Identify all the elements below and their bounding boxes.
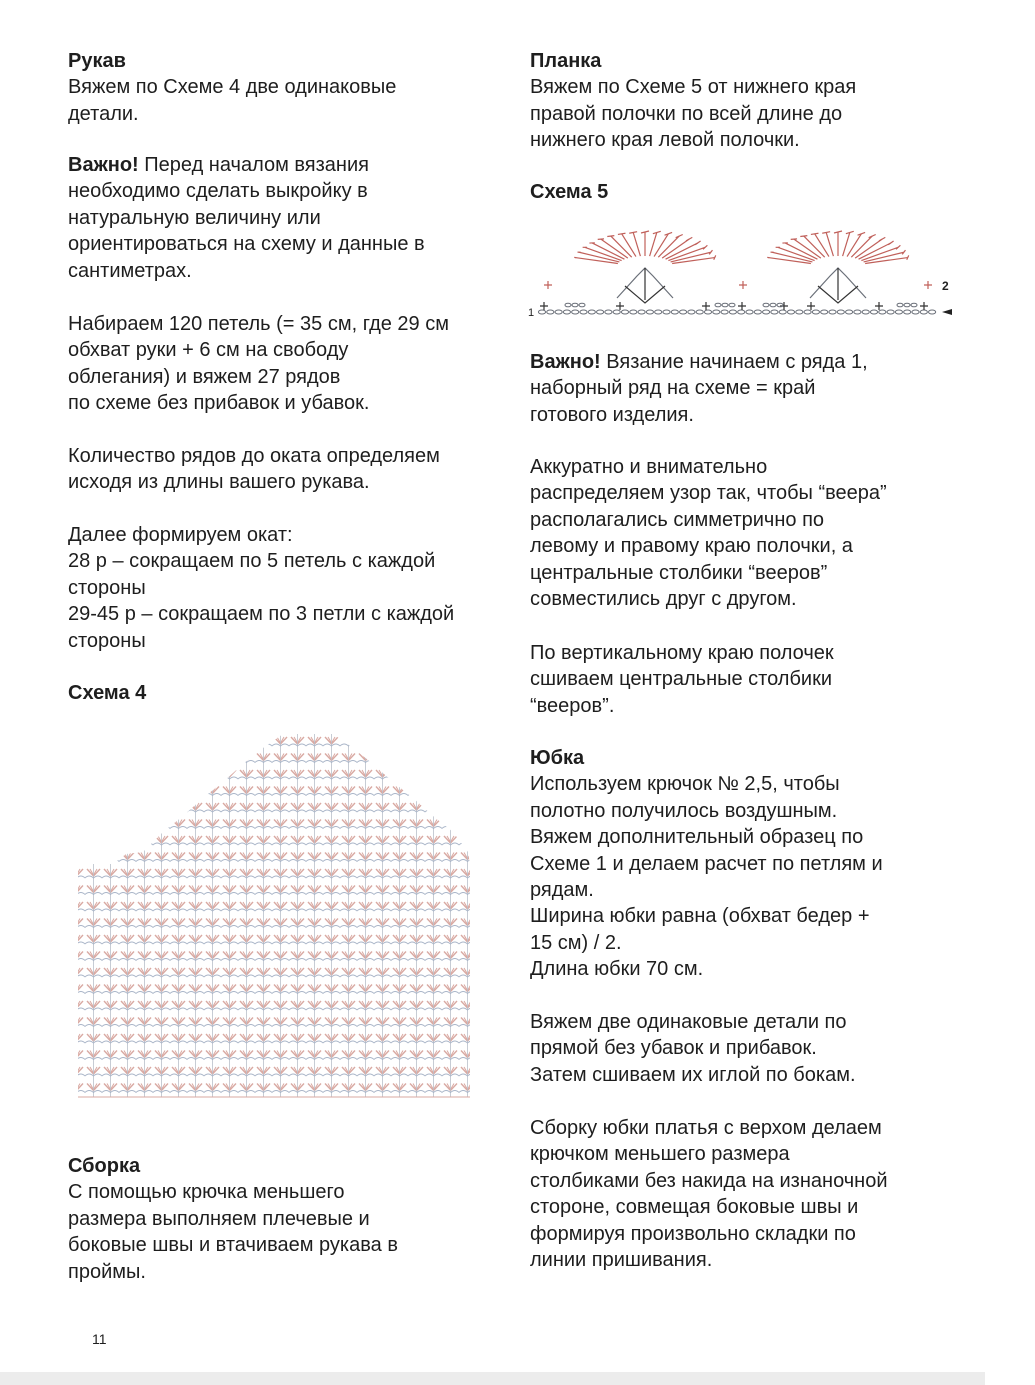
chain-stitch xyxy=(588,310,595,314)
chain-stitch xyxy=(763,310,770,314)
bold-text: Важно! xyxy=(68,154,139,176)
chain-stitch xyxy=(904,303,910,307)
section-heading xyxy=(530,179,608,205)
text-line: линии пришивания. xyxy=(530,1249,713,1272)
fan-stitch-top xyxy=(888,241,893,245)
chain-stitch xyxy=(613,310,620,314)
text-line: совместились друг с другом. xyxy=(530,588,797,611)
chain-stitch xyxy=(911,303,917,307)
text-line: детали. xyxy=(68,102,139,125)
single-crochet xyxy=(807,302,815,310)
chain-stitch xyxy=(704,310,711,314)
chain-stitch xyxy=(754,310,761,314)
text-line: ориентироваться на схему и данные в xyxy=(68,233,425,256)
fan-stitch-top xyxy=(686,237,692,240)
row-label: 1 xyxy=(528,307,535,319)
text-line: столбиками без накида на изнаночной xyxy=(530,1169,888,1192)
chain-stitch xyxy=(870,310,877,314)
text-line: полотно получилось воздушным. xyxy=(530,799,838,822)
chain-stitch xyxy=(563,310,570,314)
single-crochet xyxy=(540,302,548,310)
bold-text: Схема 5 xyxy=(530,181,609,203)
chain-stitch xyxy=(779,310,786,314)
chain-stitch xyxy=(895,310,902,314)
text-block-scheme-5-title xyxy=(530,179,608,205)
single-crochet xyxy=(702,302,710,310)
text-line: готового изделия. xyxy=(530,403,694,426)
text-block-sleeve xyxy=(68,48,396,127)
chain-stitch xyxy=(729,303,735,307)
text-line: Количество рядов до оката определяем xyxy=(68,445,440,467)
text-line: проймы. xyxy=(68,1260,146,1283)
chain-stitch xyxy=(763,303,769,307)
text-line: облегания) и вяжем 27 рядов xyxy=(68,365,341,388)
chain-stitch xyxy=(796,310,803,314)
chain-stitch xyxy=(722,303,728,307)
text-line: Вяжем дополнительный образец по xyxy=(530,826,864,849)
chain-stitch xyxy=(555,310,562,314)
text-line: исходя из длины вашего рукава. xyxy=(68,471,370,494)
text-line: левому и правому краю полочки, а xyxy=(530,535,853,558)
text-line: размера выполняем плечевые и xyxy=(68,1207,370,1230)
text-line: стороны xyxy=(68,629,146,652)
single-crochet xyxy=(875,302,883,310)
chain-stitch xyxy=(538,310,545,314)
scheme-4-diagram xyxy=(68,732,488,1104)
text-line: натуральную величину или xyxy=(68,206,321,229)
fan-stitch xyxy=(654,234,668,257)
chain-stitch xyxy=(904,310,911,314)
chain-stitch xyxy=(829,310,836,314)
chain-stitch xyxy=(862,310,869,314)
fan-stitch-top xyxy=(879,237,885,240)
text-line: Используем крючок № 2,5, чтобы xyxy=(530,773,840,796)
text-line: Схеме 1 и делаем расчет по петлям и xyxy=(530,852,883,875)
text-block-cap xyxy=(68,522,454,654)
text-line: “вееров”. xyxy=(530,694,615,717)
fan-stitch-top xyxy=(822,232,830,234)
text-block-important-2 xyxy=(530,349,868,428)
text-block-two-pieces xyxy=(530,1009,856,1088)
bold-text: Рукав xyxy=(68,50,126,72)
text-line: С помощью крючка меньшего xyxy=(68,1181,345,1204)
fan-stitch-top xyxy=(676,235,683,238)
bold-text: Важно! xyxy=(530,351,601,373)
single-crochet xyxy=(616,302,624,310)
text-line: Затем сшиваем их иглой по бокам. xyxy=(530,1063,856,1086)
chain-stitch xyxy=(565,303,571,307)
chain-stitch xyxy=(597,310,604,314)
section-heading xyxy=(530,48,856,74)
fan-stitch xyxy=(815,234,829,257)
chain-stitch xyxy=(696,310,703,314)
text-line: крючком меньшего размера xyxy=(530,1143,790,1166)
text-line: формируя произвольно складки по xyxy=(530,1222,856,1245)
text-line: правой полочки по всей длине до xyxy=(530,102,843,125)
chain-stitch xyxy=(897,303,903,307)
chain-stitch xyxy=(655,310,662,314)
chain-stitch xyxy=(621,310,628,314)
section-heading xyxy=(68,680,146,706)
text-line: Длина юбки 70 см. xyxy=(530,958,704,981)
chain-stitch xyxy=(680,310,687,314)
text-line: необходимо сделать выкройку в xyxy=(68,180,368,203)
text-line: сантиметрах. xyxy=(68,259,192,282)
text-line: Далее формируем окат: xyxy=(68,524,293,546)
chain-stitch xyxy=(887,310,894,314)
text-block-rows-count xyxy=(68,443,440,496)
scheme-5-diagram xyxy=(528,228,958,323)
fan-stitch-top xyxy=(618,233,626,234)
text-line: центральные столбики “вееров” xyxy=(530,561,828,584)
page-number: 11 xyxy=(92,1331,107,1347)
bottom-scrollbar[interactable] xyxy=(0,1372,985,1385)
fan-stitch xyxy=(847,234,861,257)
bold-text: Планка xyxy=(530,50,602,72)
chain-stitch xyxy=(770,303,776,307)
fan-stitch xyxy=(622,234,636,257)
text-block-scheme-4-title xyxy=(68,680,146,706)
chain-stitch xyxy=(646,310,653,314)
single-crochet-red xyxy=(924,281,932,289)
chain-stitch xyxy=(854,310,861,314)
fan-stitch-top xyxy=(607,236,614,237)
text-line: Важно! Перед началом вязания xyxy=(68,154,369,176)
text-line: наборный ряд на схеме = край xyxy=(530,377,816,400)
text-block-skirt xyxy=(530,745,883,983)
text-block-placket xyxy=(530,48,856,154)
text-line: Ширина юбки равна (обхват бедер + xyxy=(530,905,870,928)
fan-stitch xyxy=(826,232,833,256)
chain-stitch xyxy=(846,310,853,314)
text-line: распределяем узор так, чтобы “веера” xyxy=(530,482,887,505)
chain-stitch xyxy=(713,310,720,314)
chain-stitch xyxy=(579,303,585,307)
chain-stitch xyxy=(738,310,745,314)
chain-stitch xyxy=(821,310,828,314)
single-crochet-red xyxy=(739,281,747,289)
chain-stitch xyxy=(787,310,794,314)
text-line: Важно! Вязание начинаем с ряда 1, xyxy=(530,351,868,373)
text-block-important-1 xyxy=(68,152,425,284)
chain-stitch xyxy=(721,310,728,314)
text-block-skirt-assembly xyxy=(530,1115,888,1273)
chain-stitch xyxy=(638,310,645,314)
chain-stitch xyxy=(879,310,886,314)
fan-stitch xyxy=(843,232,850,256)
single-crochet xyxy=(920,302,928,310)
fan-stitch xyxy=(650,232,657,256)
text-line: рядам. xyxy=(530,879,594,902)
fan-stitch-top xyxy=(695,241,700,245)
double-crochet-group xyxy=(818,268,858,303)
chain-stitch xyxy=(605,310,612,314)
bold-text: Схема 4 xyxy=(68,682,147,704)
chain-stitch xyxy=(572,310,579,314)
row-label: 2 xyxy=(942,279,949,293)
chain-stitch xyxy=(688,310,695,314)
text-line: сшиваем центральные столбики xyxy=(530,668,833,691)
section-heading xyxy=(68,48,396,74)
text-line: нижнего края левой полочки. xyxy=(530,129,800,152)
text-line: Вяжем две одинаковые детали по xyxy=(530,1011,847,1033)
section-heading xyxy=(530,745,883,771)
chain-stitch xyxy=(929,310,936,314)
bold-text: Юбка xyxy=(530,747,585,769)
chain-stitch xyxy=(580,310,587,314)
text-line: Сборку юбки платья с верхом делаем xyxy=(530,1117,882,1139)
chain-stitch xyxy=(771,310,778,314)
text-line: располагались симметрично по xyxy=(530,508,825,531)
text-block-distribute xyxy=(530,454,887,612)
chain-stitch xyxy=(912,310,919,314)
chain-stitch xyxy=(812,310,819,314)
text-line: Набираем 120 петель (= 35 см, где 29 см xyxy=(68,313,449,335)
single-crochet-red xyxy=(544,281,552,289)
fan-stitch-top xyxy=(791,239,797,240)
chain-stitch xyxy=(729,310,736,314)
double-crochet-group xyxy=(625,268,665,303)
fan-stitch-top xyxy=(800,236,807,237)
text-line: 29-45 р – сокращаем по 3 петли с каждой xyxy=(68,603,455,626)
text-line: обхват руки + 6 см на свободу xyxy=(68,339,349,362)
chain-stitch xyxy=(572,303,578,307)
text-line: 28 р – сокращаем по 5 петель с каждой xyxy=(68,550,436,573)
fan-stitch xyxy=(633,232,640,256)
fan-stitch-top xyxy=(629,232,637,234)
text-line: боковые швы и втачиваем рукава в xyxy=(68,1234,398,1257)
text-block-assembly xyxy=(68,1153,398,1285)
chain-stitch xyxy=(630,310,637,314)
text-line: По вертикальному краю полочек xyxy=(530,642,834,664)
chain-stitch xyxy=(804,310,811,314)
chain-stitch xyxy=(547,310,554,314)
fan-stitch-top xyxy=(869,235,876,238)
chain-stitch xyxy=(715,303,721,307)
direction-arrow xyxy=(942,309,952,315)
text-line: по схеме без прибавок и убавок. xyxy=(68,392,370,415)
fan-stitch-top xyxy=(811,233,819,234)
text-line: прямой без убавок и прибавок. xyxy=(530,1037,817,1060)
text-block-cast-on xyxy=(68,311,449,417)
text-line: Вяжем по Схеме 4 две одинаковые xyxy=(68,76,397,99)
text-line: Аккуратно и внимательно xyxy=(530,456,768,478)
text-line: стороны xyxy=(68,576,146,599)
chain-stitch xyxy=(671,310,678,314)
fan-stitch-top xyxy=(598,239,604,240)
chain-stitch xyxy=(663,310,670,314)
chain-stitch xyxy=(837,310,844,314)
single-crochet xyxy=(738,302,746,310)
text-block-vertical-edge xyxy=(530,640,834,719)
text-line: стороне, совмещая боковые швы и xyxy=(530,1196,859,1219)
chain-stitch xyxy=(920,310,927,314)
section-heading xyxy=(68,1153,398,1179)
chain-stitch xyxy=(746,310,753,314)
bold-text: Сборка xyxy=(68,1155,141,1177)
text-line: 15 см) / 2. xyxy=(530,931,622,954)
text-line: Вяжем по Схеме 5 от нижнего края xyxy=(530,76,857,99)
